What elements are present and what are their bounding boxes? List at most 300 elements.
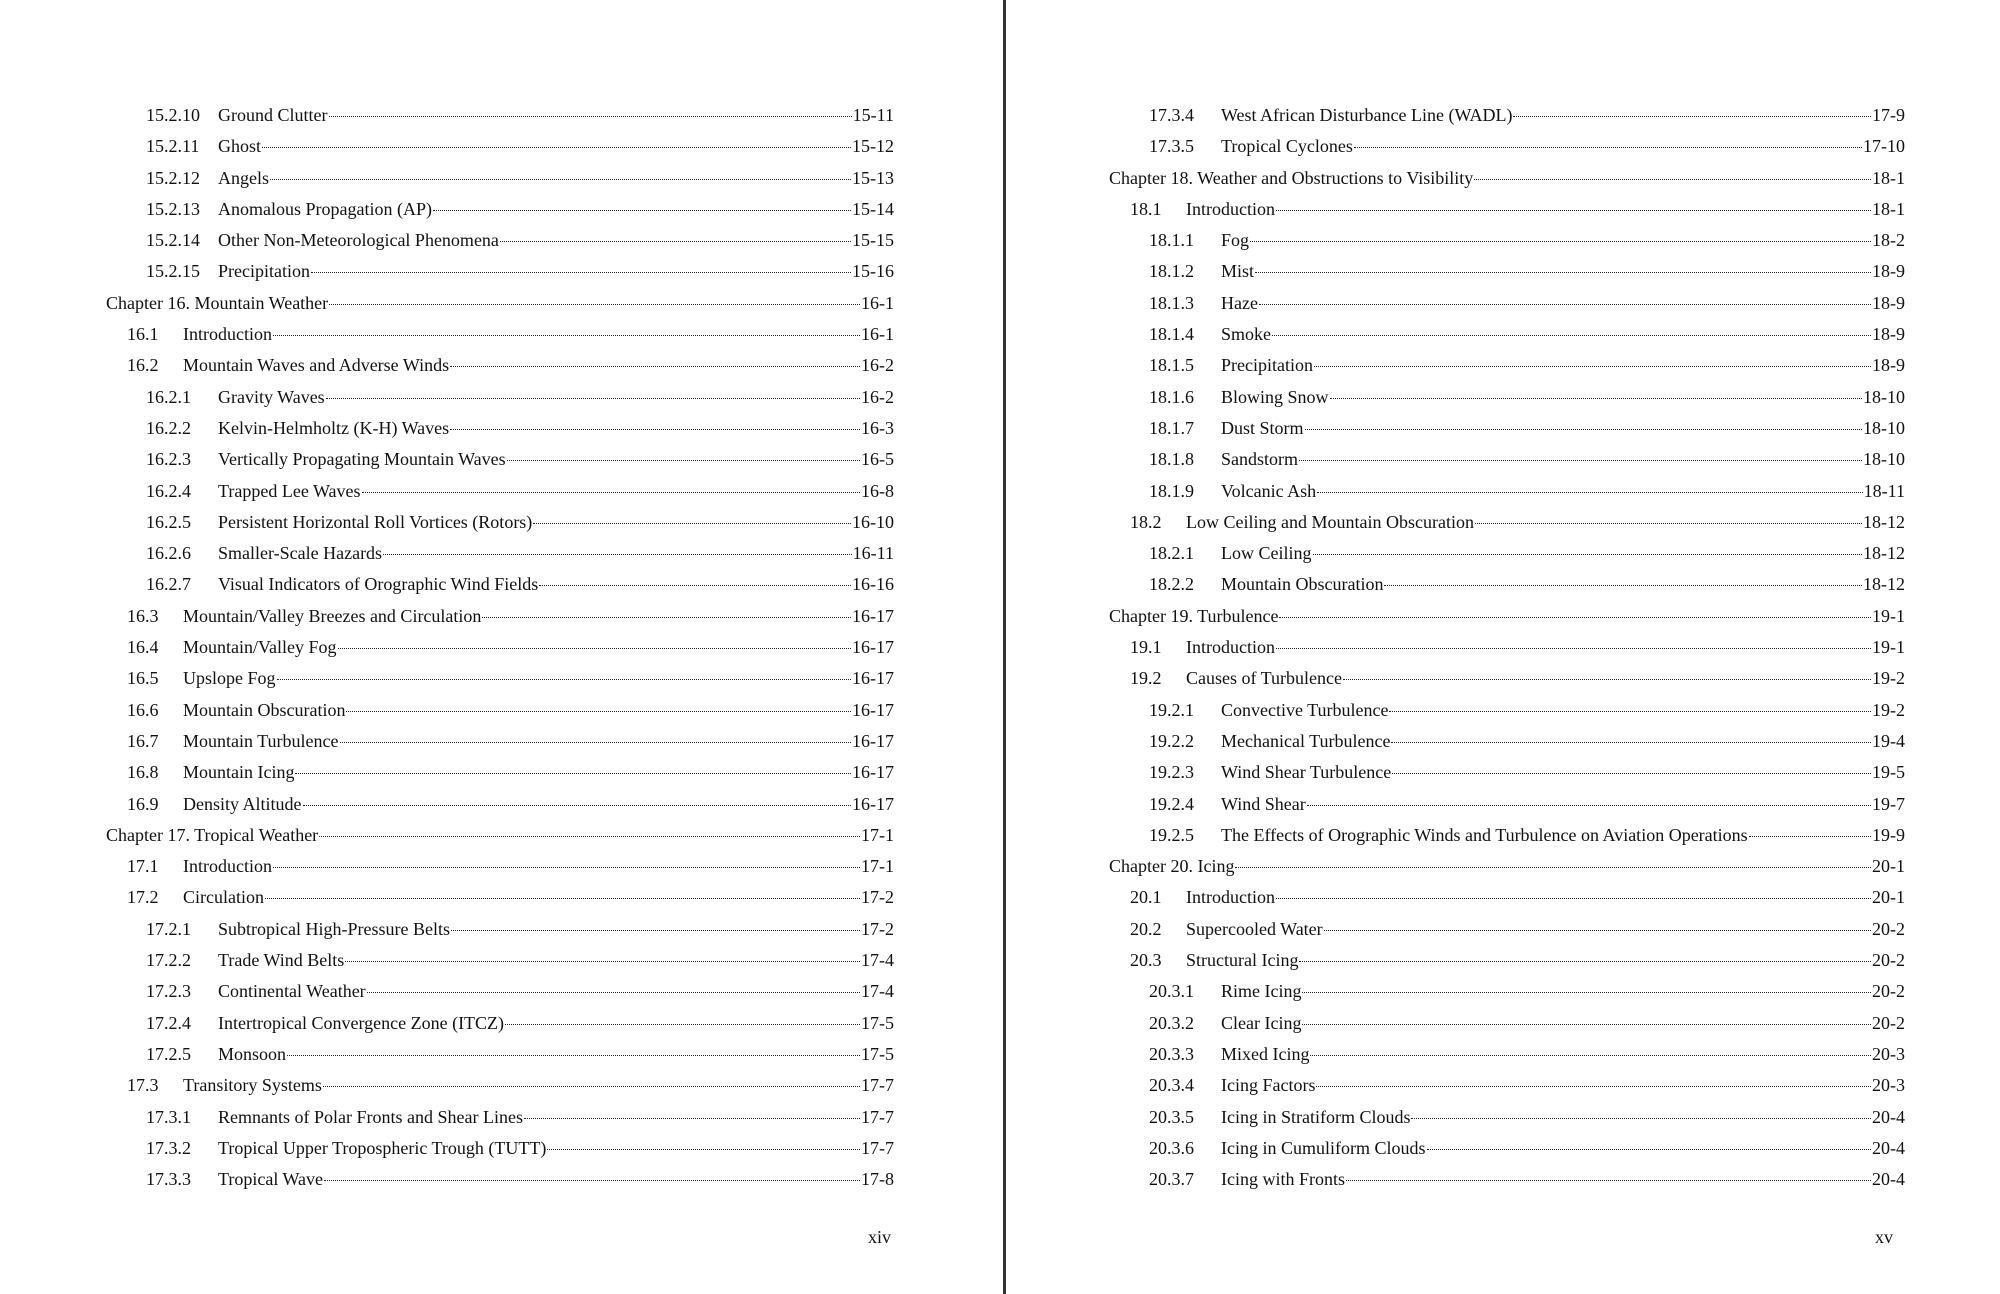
dot-leader	[450, 426, 860, 430]
toc-entry-title: Mountain Obscuration	[183, 699, 346, 720]
toc-entry-page: 15-13	[852, 167, 894, 188]
toc-entry-page: 16-17	[852, 637, 894, 658]
toc-entry-number: 18.1.8	[1149, 449, 1194, 470]
toc-entry-page: 18-12	[1863, 574, 1905, 595]
toc-entry-page: 18-9	[1872, 292, 1905, 313]
toc-entry-title: Chapter 20. Icing	[1109, 856, 1235, 877]
toc-entry[interactable]	[1109, 1008, 1905, 1039]
toc-entry-title: Introduction	[1186, 637, 1275, 658]
toc-entry-page: 16-17	[852, 762, 894, 783]
toc-entry-page: 16-5	[861, 449, 894, 470]
toc-entry[interactable]	[1109, 163, 1905, 194]
toc-entry[interactable]	[1109, 538, 1905, 569]
toc-entry-page: 18-9	[1872, 324, 1905, 345]
toc-entry-page: 19-1	[1872, 637, 1905, 658]
toc-entry[interactable]	[106, 256, 894, 287]
toc-entry[interactable]	[106, 1008, 894, 1039]
toc-entry-number: 15.2.15	[146, 261, 200, 282]
toc-entry[interactable]	[106, 663, 894, 694]
toc-entry[interactable]	[106, 507, 894, 538]
toc-entry-page: 20-4	[1872, 1137, 1905, 1158]
toc-entry-title: Tropical Wave	[218, 1169, 324, 1190]
dot-leader	[323, 1083, 860, 1087]
toc-entry[interactable]	[1109, 476, 1905, 507]
toc-entry-title: Continental Weather	[218, 981, 366, 1002]
toc-entry-title: Low Ceiling and Mountain Obscuration	[1186, 511, 1474, 532]
toc-entry[interactable]	[106, 914, 894, 945]
toc-entry-page: 16-2	[861, 386, 894, 407]
dot-leader	[1313, 551, 1863, 555]
toc-entry-title: Mountain Obscuration	[1221, 574, 1384, 595]
toc-entry-title: Mist	[1221, 261, 1255, 282]
toc-entry-title: Density Altitude	[183, 793, 302, 814]
toc-entry-title: Structural Icing	[1186, 950, 1299, 971]
toc-entry[interactable]	[106, 632, 894, 663]
dot-leader	[319, 833, 860, 837]
toc-entry[interactable]	[1109, 569, 1905, 600]
toc-entry-number: 17.2.1	[146, 918, 191, 939]
toc-entry-page: 19-2	[1872, 699, 1905, 720]
toc-entry-number: 16.1	[127, 324, 159, 345]
toc-entry-title: Clear Icing	[1221, 1012, 1302, 1033]
toc-entry-page: 19-2	[1872, 668, 1905, 689]
toc-entry-number: 18.2.1	[1149, 543, 1194, 564]
toc-entry-title: Smaller-Scale Hazards	[218, 543, 383, 564]
toc-entry-title: Fog	[1221, 230, 1250, 251]
toc-entry-number: 16.8	[127, 762, 159, 783]
toc-entry-number: 18.1.2	[1149, 261, 1194, 282]
dot-leader	[507, 457, 860, 461]
dot-leader	[1299, 958, 1871, 962]
toc-entry[interactable]	[1109, 350, 1905, 381]
toc-entry[interactable]	[1109, 820, 1905, 851]
toc-entry-title: Volcanic Ash	[1221, 480, 1317, 501]
toc-entry[interactable]	[106, 131, 894, 162]
dot-leader	[324, 1177, 860, 1181]
toc-entry-page: 17-5	[861, 1043, 894, 1064]
toc-entry[interactable]	[106, 444, 894, 475]
toc-entry[interactable]	[106, 225, 894, 256]
toc-entry[interactable]	[106, 100, 894, 131]
dot-leader	[524, 1115, 860, 1119]
right-page	[1007, 0, 2000, 1294]
toc-entry-page: 16-17	[852, 699, 894, 720]
dot-leader	[273, 864, 860, 868]
toc-entry[interactable]	[1109, 507, 1905, 538]
toc-entry-page: 16-8	[861, 480, 894, 501]
toc-entry-number: 18.2	[1130, 511, 1162, 532]
dot-leader	[1391, 739, 1871, 743]
toc-entry[interactable]	[106, 789, 894, 820]
toc-entry-title: Persistent Horizontal Roll Vortices (Rotors)	[218, 511, 533, 532]
dot-leader	[303, 802, 852, 806]
toc-entry-number: 16.4	[127, 637, 159, 658]
toc-entry-title: Precipitation	[1221, 355, 1313, 376]
toc-entry-title: West African Disturbance Line (WADL)	[1221, 105, 1513, 125]
dot-leader	[1392, 770, 1871, 774]
toc-entry-title: Gravity Waves	[218, 386, 325, 407]
toc-entry-number: 15.2.13	[146, 198, 200, 219]
toc-entry[interactable]	[1109, 632, 1905, 663]
dot-leader	[1330, 395, 1862, 399]
toc-entry-page: 18-12	[1863, 511, 1905, 532]
toc-entry-page: 18-1	[1872, 167, 1905, 188]
toc-entry[interactable]	[1109, 1133, 1905, 1164]
toc-entry-page: 17-10	[1863, 136, 1905, 157]
toc-entry-number: 20.3.7	[1149, 1169, 1194, 1190]
toc-entry[interactable]	[1109, 789, 1905, 820]
dot-leader	[338, 645, 852, 649]
toc-entry-page: 16-1	[861, 324, 894, 345]
toc-entry-title: The Effects of Orographic Winds and Turbulence on Aviation Operations	[1221, 824, 1748, 845]
toc-entry-number: 19.1	[1130, 637, 1162, 658]
dot-leader	[329, 301, 860, 305]
toc-entry[interactable]	[106, 476, 894, 507]
dot-leader	[1255, 269, 1871, 273]
toc-entry-number: 15.2.12	[146, 167, 200, 188]
toc-entry[interactable]	[1109, 601, 1905, 632]
toc-entry-title: Mountain/Valley Fog	[183, 637, 337, 658]
toc-entry-title: Icing in Stratiform Clouds	[1221, 1106, 1411, 1127]
toc-entry-page: 17-8	[861, 1169, 894, 1190]
toc-entry-number: 16.3	[127, 605, 159, 626]
dot-leader	[1384, 582, 1862, 586]
toc-entry[interactable]	[1109, 131, 1905, 162]
dot-leader	[1427, 1146, 1872, 1150]
toc-entry-page: 17-7	[861, 1137, 894, 1158]
dot-leader	[505, 1021, 860, 1025]
toc-entry-page: 17-1	[861, 856, 894, 877]
toc-entry-page: 16-10	[852, 511, 894, 532]
toc-entry[interactable]	[1109, 976, 1905, 1007]
toc-entry-page: 19-5	[1872, 762, 1905, 783]
toc-entry[interactable]	[106, 319, 894, 350]
dot-leader	[1324, 927, 1871, 931]
toc-entry-title: Blowing Snow	[1221, 386, 1329, 407]
toc-entry-title: Introduction	[1186, 887, 1275, 908]
toc-entry-title: Low Ceiling	[1221, 543, 1312, 564]
dot-leader	[262, 144, 851, 148]
toc-entry-title: Subtropical High-Pressure Belts	[218, 918, 450, 939]
toc-entry[interactable]	[1109, 1164, 1905, 1195]
toc-entry-title: Chapter 18. Weather and Obstructions to Visibility	[1109, 167, 1474, 188]
toc-entry-title: Mountain Turbulence	[183, 730, 339, 751]
toc-list-left	[106, 100, 894, 1195]
toc-entry-page: 15-12	[852, 136, 894, 157]
dot-leader	[362, 489, 860, 493]
toc-entry[interactable]	[106, 569, 894, 600]
toc-entry-page: 17-2	[861, 918, 894, 939]
toc-entry-page: 17-7	[861, 1106, 894, 1127]
toc-entry-page: 20-2	[1872, 981, 1905, 1002]
toc-entry[interactable]	[106, 538, 894, 569]
toc-entry-title: Mountain Waves and Adverse Winds	[183, 355, 450, 376]
dot-leader	[1354, 144, 1862, 148]
page-folio-left: xiv	[868, 1227, 892, 1247]
toc-entry-title: Convective Turbulence	[1221, 699, 1389, 720]
toc-entry[interactable]	[106, 382, 894, 413]
dot-leader	[1749, 833, 1871, 837]
toc-entry-title: Dust Storm	[1221, 417, 1304, 438]
toc-entry-title: Mixed Icing	[1221, 1043, 1310, 1064]
dot-leader	[1475, 520, 1862, 524]
toc-entry-title: Ground Clutter	[218, 105, 328, 125]
toc-entry[interactable]	[1109, 882, 1905, 913]
toc-entry-title: Chapter 16. Mountain Weather	[106, 292, 329, 313]
toc-entry[interactable]	[106, 945, 894, 976]
toc-entry-title: Causes of Turbulence	[1186, 668, 1342, 689]
toc-entry-page: 15-11	[852, 105, 894, 125]
dot-leader	[1276, 895, 1871, 899]
toc-entry-page: 20-2	[1872, 950, 1905, 971]
toc-entry[interactable]	[1109, 695, 1905, 726]
toc-entry-title: Anomalous Propagation (AP)	[218, 198, 432, 219]
toc-entry-title: Transitory Systems	[183, 1075, 322, 1096]
toc-entry-number: 20.3.6	[1149, 1137, 1194, 1158]
toc-entry-title: Kelvin-Helmholtz (K-H) Waves	[218, 417, 450, 438]
toc-entry-title: Rime Icing	[1221, 981, 1302, 1002]
toc-entry[interactable]	[106, 1102, 894, 1133]
toc-entry[interactable]	[106, 882, 894, 913]
toc-entry[interactable]	[1109, 100, 1905, 131]
toc-entry[interactable]	[106, 757, 894, 788]
toc-entry-number: 19.2	[1130, 668, 1162, 689]
toc-entry[interactable]	[1109, 382, 1905, 413]
toc-entry-number: 17.3	[127, 1075, 159, 1096]
toc-entry-number: 16.5	[127, 668, 159, 689]
toc-entry-number: 18.1.6	[1149, 386, 1194, 407]
toc-entry-number: 16.2.1	[146, 386, 191, 407]
dot-leader	[273, 332, 860, 336]
toc-entry[interactable]	[1109, 413, 1905, 444]
toc-entry-number: 16.9	[127, 793, 159, 814]
toc-entry-number: 18.1.1	[1149, 230, 1194, 251]
toc-entry[interactable]	[1109, 851, 1905, 882]
toc-entry-title: Monsoon	[218, 1043, 287, 1064]
toc-entry-page: 16-17	[852, 793, 894, 814]
toc-entry[interactable]	[106, 194, 894, 225]
toc-entry[interactable]	[1109, 444, 1905, 475]
dot-leader	[1305, 426, 1862, 430]
toc-entry-page: 16-17	[852, 605, 894, 626]
toc-entry-title: Mountain/Valley Breezes and Circulation	[183, 605, 482, 626]
toc-entry-page: 16-16	[852, 574, 894, 595]
toc-entry-number: 20.1	[1130, 887, 1162, 908]
toc-entry-title: Wind Shear Turbulence	[1221, 762, 1392, 783]
toc-entry-title: Tropical Upper Tropospheric Trough (TUTT)	[218, 1137, 547, 1158]
toc-entry[interactable]	[1109, 726, 1905, 757]
dot-leader	[533, 520, 851, 524]
toc-entry-title: Angels	[218, 167, 269, 188]
toc-entry[interactable]	[1109, 1070, 1905, 1101]
toc-entry-page: 20-2	[1872, 918, 1905, 939]
toc-entry-page: 17-1	[861, 824, 894, 845]
toc-entry-number: 19.2.2	[1149, 730, 1194, 751]
toc-entry-number: 17.3.1	[146, 1106, 191, 1127]
dot-leader	[1250, 238, 1871, 242]
dot-leader	[1302, 989, 1871, 993]
toc-entry-page: 18-10	[1863, 417, 1905, 438]
toc-entry-number: 16.7	[127, 730, 159, 751]
dot-leader	[1272, 332, 1871, 336]
toc-entry-page: 16-2	[861, 355, 894, 376]
toc-entry-page: 16-3	[861, 417, 894, 438]
toc-entry-title: Mechanical Turbulence	[1221, 730, 1391, 751]
toc-entry-title: Trapped Lee Waves	[218, 480, 361, 501]
toc-entry[interactable]	[106, 726, 894, 757]
toc-entry-number: 20.3.4	[1149, 1075, 1194, 1096]
dot-leader	[1276, 645, 1871, 649]
toc-entry-number: 17.1	[127, 856, 159, 877]
toc-entry-title: Chapter 19. Turbulence	[1109, 605, 1279, 626]
toc-entry-number: 19.2.4	[1149, 793, 1194, 814]
toc-entry[interactable]	[1109, 194, 1905, 225]
toc-entry-title: Remnants of Polar Fronts and Shear Lines	[218, 1106, 523, 1127]
toc-entry[interactable]	[106, 976, 894, 1007]
toc-entry-page: 18-1	[1872, 198, 1905, 219]
dot-leader	[482, 614, 851, 618]
toc-entry-number: 18.2.2	[1149, 574, 1194, 595]
toc-entry-number: 16.2	[127, 355, 159, 376]
dot-leader	[1314, 363, 1871, 367]
toc-entry[interactable]	[1109, 945, 1905, 976]
toc-entry[interactable]	[1109, 319, 1905, 350]
toc-entry-title: Vertically Propagating Mountain Waves	[218, 449, 506, 470]
toc-entry-number: 17.2	[127, 887, 159, 908]
toc-entry-title: Introduction	[1186, 198, 1275, 219]
page-folio-right: xv	[1875, 1227, 1893, 1247]
toc-entry-page: 17-7	[861, 1075, 894, 1096]
toc-entry-number: 15.2.11	[146, 136, 200, 157]
dot-leader	[1513, 113, 1871, 117]
toc-entry-page: 17-5	[861, 1012, 894, 1033]
toc-entry-title: Introduction	[183, 856, 272, 877]
toc-entry-title: Chapter 17. Tropical Weather	[106, 824, 319, 845]
toc-entry-title: Sandstorm	[1221, 449, 1299, 470]
dot-leader	[277, 676, 851, 680]
toc-entry-number: 15.2.14	[146, 230, 200, 251]
toc-entry[interactable]	[106, 1070, 894, 1101]
toc-entry-title: Introduction	[183, 324, 272, 345]
toc-entry[interactable]	[106, 163, 894, 194]
toc-entry-title: Precipitation	[218, 261, 310, 282]
toc-entry[interactable]	[106, 695, 894, 726]
toc-entry-number: 20.3.5	[1149, 1106, 1194, 1127]
dot-leader	[547, 1146, 860, 1150]
toc-entry[interactable]	[106, 1039, 894, 1070]
toc-entry-number: 20.2	[1130, 918, 1162, 939]
toc-entry-page: 19-1	[1872, 605, 1905, 626]
toc-entry-number: 18.1.9	[1149, 480, 1194, 501]
toc-entry-title: Tropical Cyclones	[1221, 136, 1353, 157]
toc-entry[interactable]	[106, 820, 894, 851]
toc-entry-page: 19-7	[1872, 793, 1905, 814]
toc-entry-number: 18.1	[1130, 198, 1162, 219]
toc-entry-number: 20.3.3	[1149, 1043, 1194, 1064]
toc-entry-number: 17.2.2	[146, 950, 191, 971]
toc-entry-number: 16.2.2	[146, 417, 191, 438]
toc-entry[interactable]	[106, 851, 894, 882]
toc-entry-number: 17.3.4	[1149, 105, 1194, 125]
toc-entry[interactable]	[106, 601, 894, 632]
toc-entry-page: 20-2	[1872, 1012, 1905, 1033]
toc-entry-number: 19.2.1	[1149, 699, 1194, 720]
dot-leader	[1259, 301, 1871, 305]
toc-entry-title: Mountain Icing	[183, 762, 295, 783]
toc-entry[interactable]	[106, 413, 894, 444]
toc-entry-number: 16.2.3	[146, 449, 191, 470]
toc-entry-number: 18.1.3	[1149, 292, 1194, 313]
toc-entry-number: 16.2.7	[146, 574, 191, 595]
toc-entry[interactable]	[1109, 1039, 1905, 1070]
dot-leader	[1302, 1021, 1871, 1025]
toc-entry-number: 17.2.3	[146, 981, 191, 1002]
page-gutter-divider	[1003, 0, 1006, 1294]
toc-entry-title: Upslope Fog	[183, 668, 276, 689]
dot-leader	[340, 739, 852, 743]
dot-leader	[1316, 1083, 1871, 1087]
toc-entry-page: 20-3	[1872, 1043, 1905, 1064]
toc-entry-page: 20-3	[1872, 1075, 1905, 1096]
toc-entry-number: 16.2.5	[146, 511, 191, 532]
toc-entry[interactable]	[1109, 914, 1905, 945]
toc-entry-page: 18-10	[1863, 386, 1905, 407]
toc-entry[interactable]	[1109, 225, 1905, 256]
toc-entry[interactable]	[1109, 288, 1905, 319]
dot-leader	[1310, 1052, 1871, 1056]
toc-entry-page: 20-4	[1872, 1169, 1905, 1190]
toc-entry-page: 20-1	[1872, 887, 1905, 908]
toc-entry-title: Circulation	[183, 887, 264, 908]
dot-leader	[346, 708, 851, 712]
toc-entry-page: 18-9	[1872, 261, 1905, 282]
toc-entry-title: Supercooled Water	[1186, 918, 1323, 939]
toc-entry-number: 16.2.4	[146, 480, 191, 501]
dot-leader	[433, 207, 851, 211]
toc-entry-number: 18.1.7	[1149, 417, 1194, 438]
toc-entry-page: 19-4	[1872, 730, 1905, 751]
toc-entry[interactable]	[106, 350, 894, 381]
toc-entry[interactable]	[1109, 757, 1905, 788]
toc-entry[interactable]	[1109, 663, 1905, 694]
toc-entry[interactable]	[106, 288, 894, 319]
toc-entry-title: Smoke	[1221, 324, 1272, 345]
toc-entry-page: 18-10	[1863, 449, 1905, 470]
dot-leader	[451, 927, 860, 931]
dot-leader	[1389, 708, 1871, 712]
dot-leader	[367, 989, 860, 993]
toc-entry[interactable]	[106, 1164, 894, 1195]
toc-entry-title: Intertropical Convergence Zone (ITCZ)	[218, 1012, 505, 1033]
dot-leader	[1343, 676, 1871, 680]
toc-entry-number: 15.2.10	[146, 105, 200, 125]
toc-entry-number: 19.2.3	[1149, 762, 1194, 783]
dot-leader	[539, 582, 851, 586]
toc-entry-page: 15-15	[852, 230, 894, 251]
toc-entry-page: 17-4	[861, 981, 894, 1002]
toc-entry[interactable]	[106, 1133, 894, 1164]
toc-entry-number: 16.6	[127, 699, 159, 720]
dot-leader	[295, 770, 851, 774]
dot-leader	[311, 269, 851, 273]
toc-entry[interactable]	[1109, 1102, 1905, 1133]
toc-entry-title: Icing in Cumuliform Clouds	[1221, 1137, 1426, 1158]
toc-entry-page: 16-1	[861, 292, 894, 313]
dot-leader	[345, 958, 860, 962]
dot-leader	[265, 895, 860, 899]
toc-entry[interactable]	[1109, 256, 1905, 287]
toc-entry-page: 20-1	[1872, 856, 1905, 877]
